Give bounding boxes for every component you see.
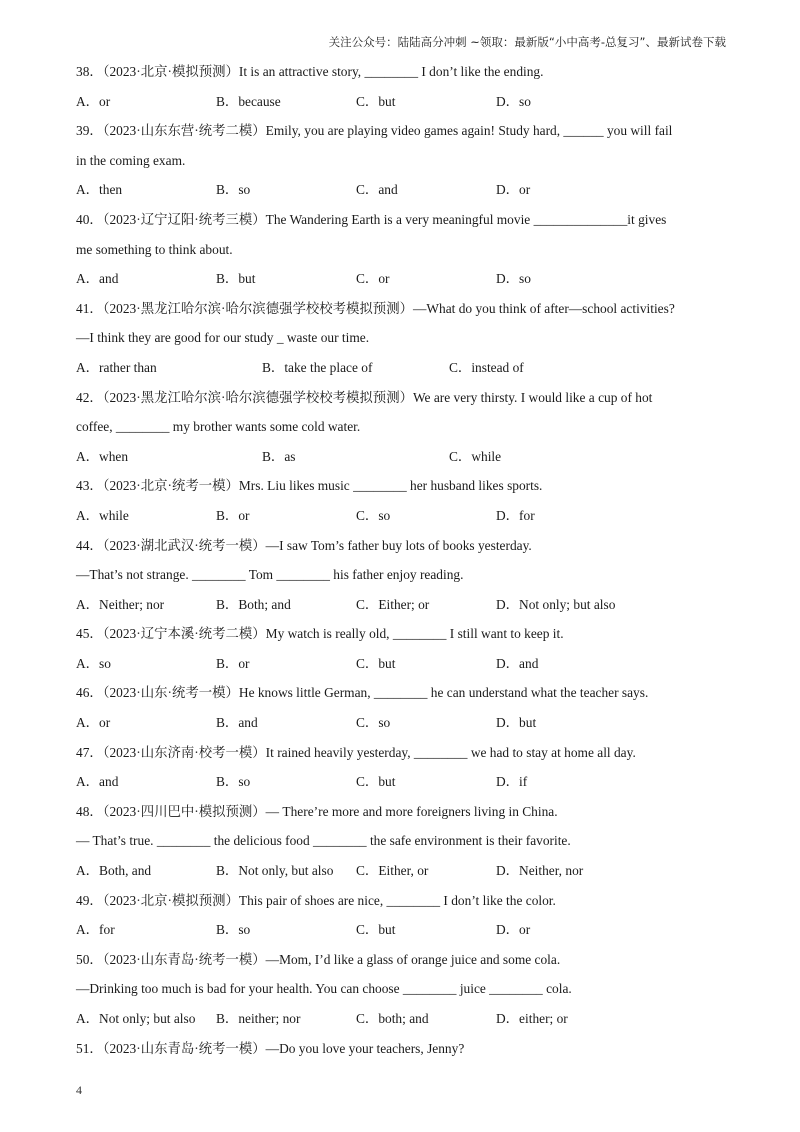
question-item [76, 57, 736, 116]
question-stem: 43．（2023·北京·统考一模）Mrs. Liu likes music ________ her husband likes sports. [76, 478, 543, 494]
answer-option: A．Neither; nor [76, 596, 165, 612]
answer-options [76, 1004, 736, 1034]
answer-option: D．so [496, 271, 531, 287]
answer-option: A．and [76, 271, 119, 287]
answer-options [76, 175, 736, 205]
question-stem-continued: in the coming exam. [76, 152, 186, 168]
answer-option: C．Either, or [356, 863, 429, 879]
question-stem: 40．（2023·辽宁辽阳·统考三模）The Wandering Earth is a very meaningful movie ______________it gives [76, 211, 667, 227]
question-stem: 49．（2023·北京·模拟预测）This pair of shoes are nice, ________ I don’t like the color. [76, 892, 556, 908]
answer-option: C．but [356, 774, 396, 790]
answer-option: A．or [76, 715, 111, 731]
answer-option: D．either; or [496, 1011, 568, 1026]
question-stem: 46．（2023·山东·统考一模）He knows little German, ________ he can understand what the teacher says. [76, 685, 649, 701]
question-stem: 42．（2023·黑龙江哈尔滨·哈尔滨德强学校校考模拟预测）We are very thirsty. I would like a cup of hot [76, 389, 653, 405]
answer-option: A．rather than [76, 359, 157, 375]
answer-option: C．but [356, 655, 396, 671]
question-stem: 50．（2023·山东青岛·统考一模）—Mom, I’d like a glass of orange juice and some cola. [76, 951, 561, 967]
answer-option: A．Not only; but also [76, 1011, 196, 1026]
answer-option: C．so [356, 507, 391, 523]
question-stem: 44．（2023·湖北武汉·统考一模）—I saw Tom’s father buy lots of books yesterday. [76, 537, 532, 553]
answer-option: B．so [216, 774, 251, 790]
answer-option: C．or [356, 271, 390, 287]
answer-option: D．Neither, nor [496, 863, 584, 879]
answer-option: D．Not only; but also [496, 596, 616, 612]
question-item [76, 619, 736, 678]
answer-options [76, 353, 736, 383]
answer-option: C．both; and [356, 1011, 429, 1026]
answer-option: D．or [496, 182, 531, 198]
question-item [76, 738, 736, 797]
answer-option: D．so [496, 93, 531, 109]
answer-option: D．or [496, 922, 531, 938]
answer-option: A．for [76, 922, 115, 938]
question-item [76, 471, 736, 530]
answer-option: B．as [262, 448, 296, 464]
question-stem-continued: —I think they are good for our study _ waste our time. [76, 330, 370, 346]
page-number: 4 [76, 1083, 82, 1097]
answer-option: C．but [356, 93, 396, 109]
question-item [76, 205, 736, 294]
question-stem: 47．（2023·山东济南·校考一模）It rained heavily yesterday, ________ we had to stay at home all day. [76, 744, 636, 760]
answer-option: B．or [216, 507, 250, 523]
answer-options [76, 649, 736, 679]
answer-option: A．then [76, 182, 123, 198]
question-stem: 51．（2023·山东青岛·统考一模）—Do you love your teachers, Jenny? [76, 1040, 465, 1056]
question-stem-continued: —Drinking too much is bad for your health. You can choose ________ juice ________ cola. [76, 981, 572, 997]
answer-options [76, 442, 736, 472]
question-item [76, 294, 736, 383]
answer-option: B．Not only, but also [216, 863, 334, 879]
answer-option: D．and [496, 655, 539, 671]
answer-option: D．but [496, 715, 537, 731]
answer-option: B．so [216, 182, 251, 198]
question-list [76, 57, 736, 1063]
question-stem-continued: coffee, ________ my brother wants some cold water. [76, 419, 361, 435]
answer-option: B．Both; and [216, 596, 291, 612]
page-header: 关注公众号：陆陆高分冲刺 ~领取：最新版“小中高考-总复习”、最新试卷下载 [328, 35, 726, 49]
question-item [76, 797, 736, 886]
question-stem: 48．（2023·四川巴中·模拟预测）— There’re more and more foreigners living in China. [76, 803, 558, 819]
question-stem: 45．（2023·辽宁本溪·统考二模）My watch is really old, ________ I still want to keep it. [76, 626, 564, 642]
answer-option: C．but [356, 922, 396, 938]
answer-options [76, 856, 736, 886]
answer-options [76, 708, 736, 738]
answer-option: A．so [76, 655, 111, 671]
answer-options [76, 590, 736, 620]
answer-option: C．and [356, 182, 398, 198]
question-stem: 39．（2023·山东东营·统考二模）Emily, you are playing video games again! Study hard, ______ you will fail [76, 123, 673, 139]
question-stem-continued: me something to think about. [76, 241, 233, 257]
question-item [76, 678, 736, 737]
answer-option: A．or [76, 93, 111, 109]
answer-option: A．and [76, 774, 119, 790]
answer-option: D．if [496, 774, 528, 790]
answer-option: A．Both, and [76, 863, 152, 879]
answer-option: A．while [76, 507, 129, 523]
question-stem-continued: —That’s not strange. ________ Tom ________ his father enjoy reading. [76, 567, 464, 583]
answer-options [76, 264, 736, 294]
answer-option: A．when [76, 448, 129, 464]
question-item [76, 116, 736, 205]
answer-option: C．instead of [449, 359, 524, 375]
answer-options [76, 501, 736, 531]
answer-option: D．for [496, 507, 535, 523]
answer-options [76, 767, 736, 797]
answer-options [76, 915, 736, 945]
question-item [76, 886, 736, 945]
answer-options [76, 87, 736, 117]
answer-option: C．so [356, 715, 391, 731]
question-item [76, 945, 736, 1034]
question-stem-continued: — That’s true. ________ the delicious food ________ the safe environment is their favorite. [76, 833, 571, 849]
answer-option: B．neither; nor [216, 1011, 301, 1026]
answer-option: B．or [216, 655, 250, 671]
answer-option: C．while [449, 448, 502, 464]
question-item [76, 531, 736, 620]
question-stem: 38．（2023·北京·模拟预测）It is an attractive story, ________ I don’t like the ending. [76, 64, 544, 79]
question-item [76, 1034, 736, 1064]
question-stem: 41．（2023·黑龙江哈尔滨·哈尔滨德强学校校考模拟预测）—What do you think of after—school activities? [76, 300, 675, 316]
answer-option: B．so [216, 922, 251, 938]
answer-option: B．because [216, 93, 281, 109]
answer-option: B．and [216, 715, 258, 731]
answer-option: B．but [216, 271, 256, 287]
answer-option: B．take the place of [262, 359, 373, 375]
question-item [76, 383, 736, 472]
answer-option: C．Either; or [356, 596, 430, 612]
